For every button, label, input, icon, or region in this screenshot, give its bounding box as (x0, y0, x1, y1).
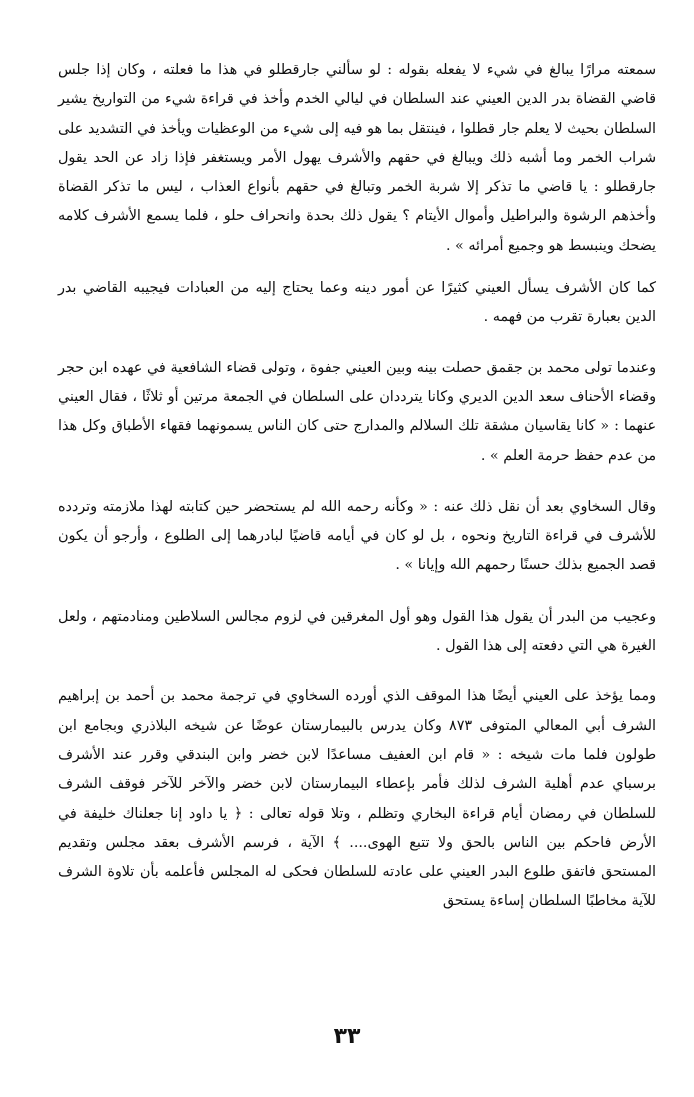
page-number: ٣٣ (333, 1024, 361, 1049)
paragraph-6: ومما يؤخذ على العيني أيضًا هذا الموقف الذي أورده السخاوي في ترجمة محمد بن أحمد بن إبراهيم الشرف أبي المعالي المتوفى ٨٧٣ وكان يدرس بالبيمارستان عوضًا عن شيخه البلاذري وبجامع ابن طولون فلما مات شيخه : « قام ابن العفيف مساعدًا لابن خضر وابن البندقي وقرر عند الأشرف برسباي عدم أهلية الشرف لذلك فأمر بإعطاء البيمارستان لابن خضر والآخر للآخر فوقف الشرف للسلطان في رمضان أيام قراءة البخاري وتظلم ، وتلا قوله تعالى : ﴿ يا داود إنا جعلناك خليفة في الأرض فاحكم بين الناس بالحق ولا تتبع الهوى.... ﴾ الآية ، فرسم الأشرف بعقد مجلس وتقديم المستحق فاتفق طلوع البدر العيني على عادته للسلطان فحكى له المجلس فأعلمه بأن تلاوة الشرف للآية مخاطبًا السلطان إساءة يستحق (58, 688, 656, 910)
paragraph-1: سمعته مرارًا يبالغ في شيء لا يفعله بقوله : لو سألني جارقطلو في هذا ما فعلته ، وكان إذا جلس قاضي القضاة بدر الدين العيني عند السلطان في ليالي الخدم وأخذ في قراءة شيء من التواريخ يشير السلطان بحيث لا يعلم جار قطلوا ، فينتقل بما هو فيه إلى شيء من الوعظيات ويأخذ في التشديد على شراب الخمر وما أشبه ذلك ويبالغ في حقهم والأشرف يهول الأمر ويستغفر فإذا زاد عن الحد يقول جارقطلو : يا قاضي ما تذكر إلا شربة الخمر وتبالغ في حقهم بأنواع العذاب ، ليس ما تذكر القضاة وأخذهم الرشوة والبراطيل وأموال الأيتام ؟ يقول ذلك بحدة وانحراف حلو ، فلما يسمع الأشرف كلامه يضحك وينبسط هو وجميع أمرائه » . (58, 62, 656, 254)
paragraph-5: وعجيب من البدر أن يقول هذا القول وهو أول المغرقين في لزوم مجالس السلاطين ومنادمتهم ، ولعل الغيرة هي التي دفعته إلى هذا القول . (58, 608, 656, 655)
paragraph-3: وعندما تولى محمد بن جقمق حصلت بينه وبين العيني جفوة ، وتولى قضاء الشافعية في عهده ابن حجر وقضاء الأحناف سعد الدين الديري وكانا يترددان على السلطان في الجمعة مرتين أو ثلاثًا ، فقال العيني عنهما : « كانا يقاسيان مشقة تلك السلالم والمدارج حتى كان الناس يسمونهما فقهاء الأطباق وكل هذا من عدم حفظ حرمة العلم » . (58, 359, 656, 464)
paragraph-4: وقال السخاوي بعد أن نقل ذلك عنه : « وكأنه رحمه الله لم يستحضر حين كتابته لهذا ملازمته وتردده للأشرف في قراءة التاريخ ونحوه ، بل لو كان في أيامه قاضيًا لبادرهما إلى الطلوع ، وأرجو أن يكون قصد الجميع بذلك حسنًا رحمهم الله وإيانا » . (58, 498, 656, 574)
paragraph-2: كما كان الأشرف يسأل العيني كثيرًا عن أمور دينه وعما يحتاج إليه من العبادات فيجيبه القاضي بدر الدين بعبارة تقرب من فهمه . (58, 280, 656, 326)
page-body-text (58, 56, 656, 917)
